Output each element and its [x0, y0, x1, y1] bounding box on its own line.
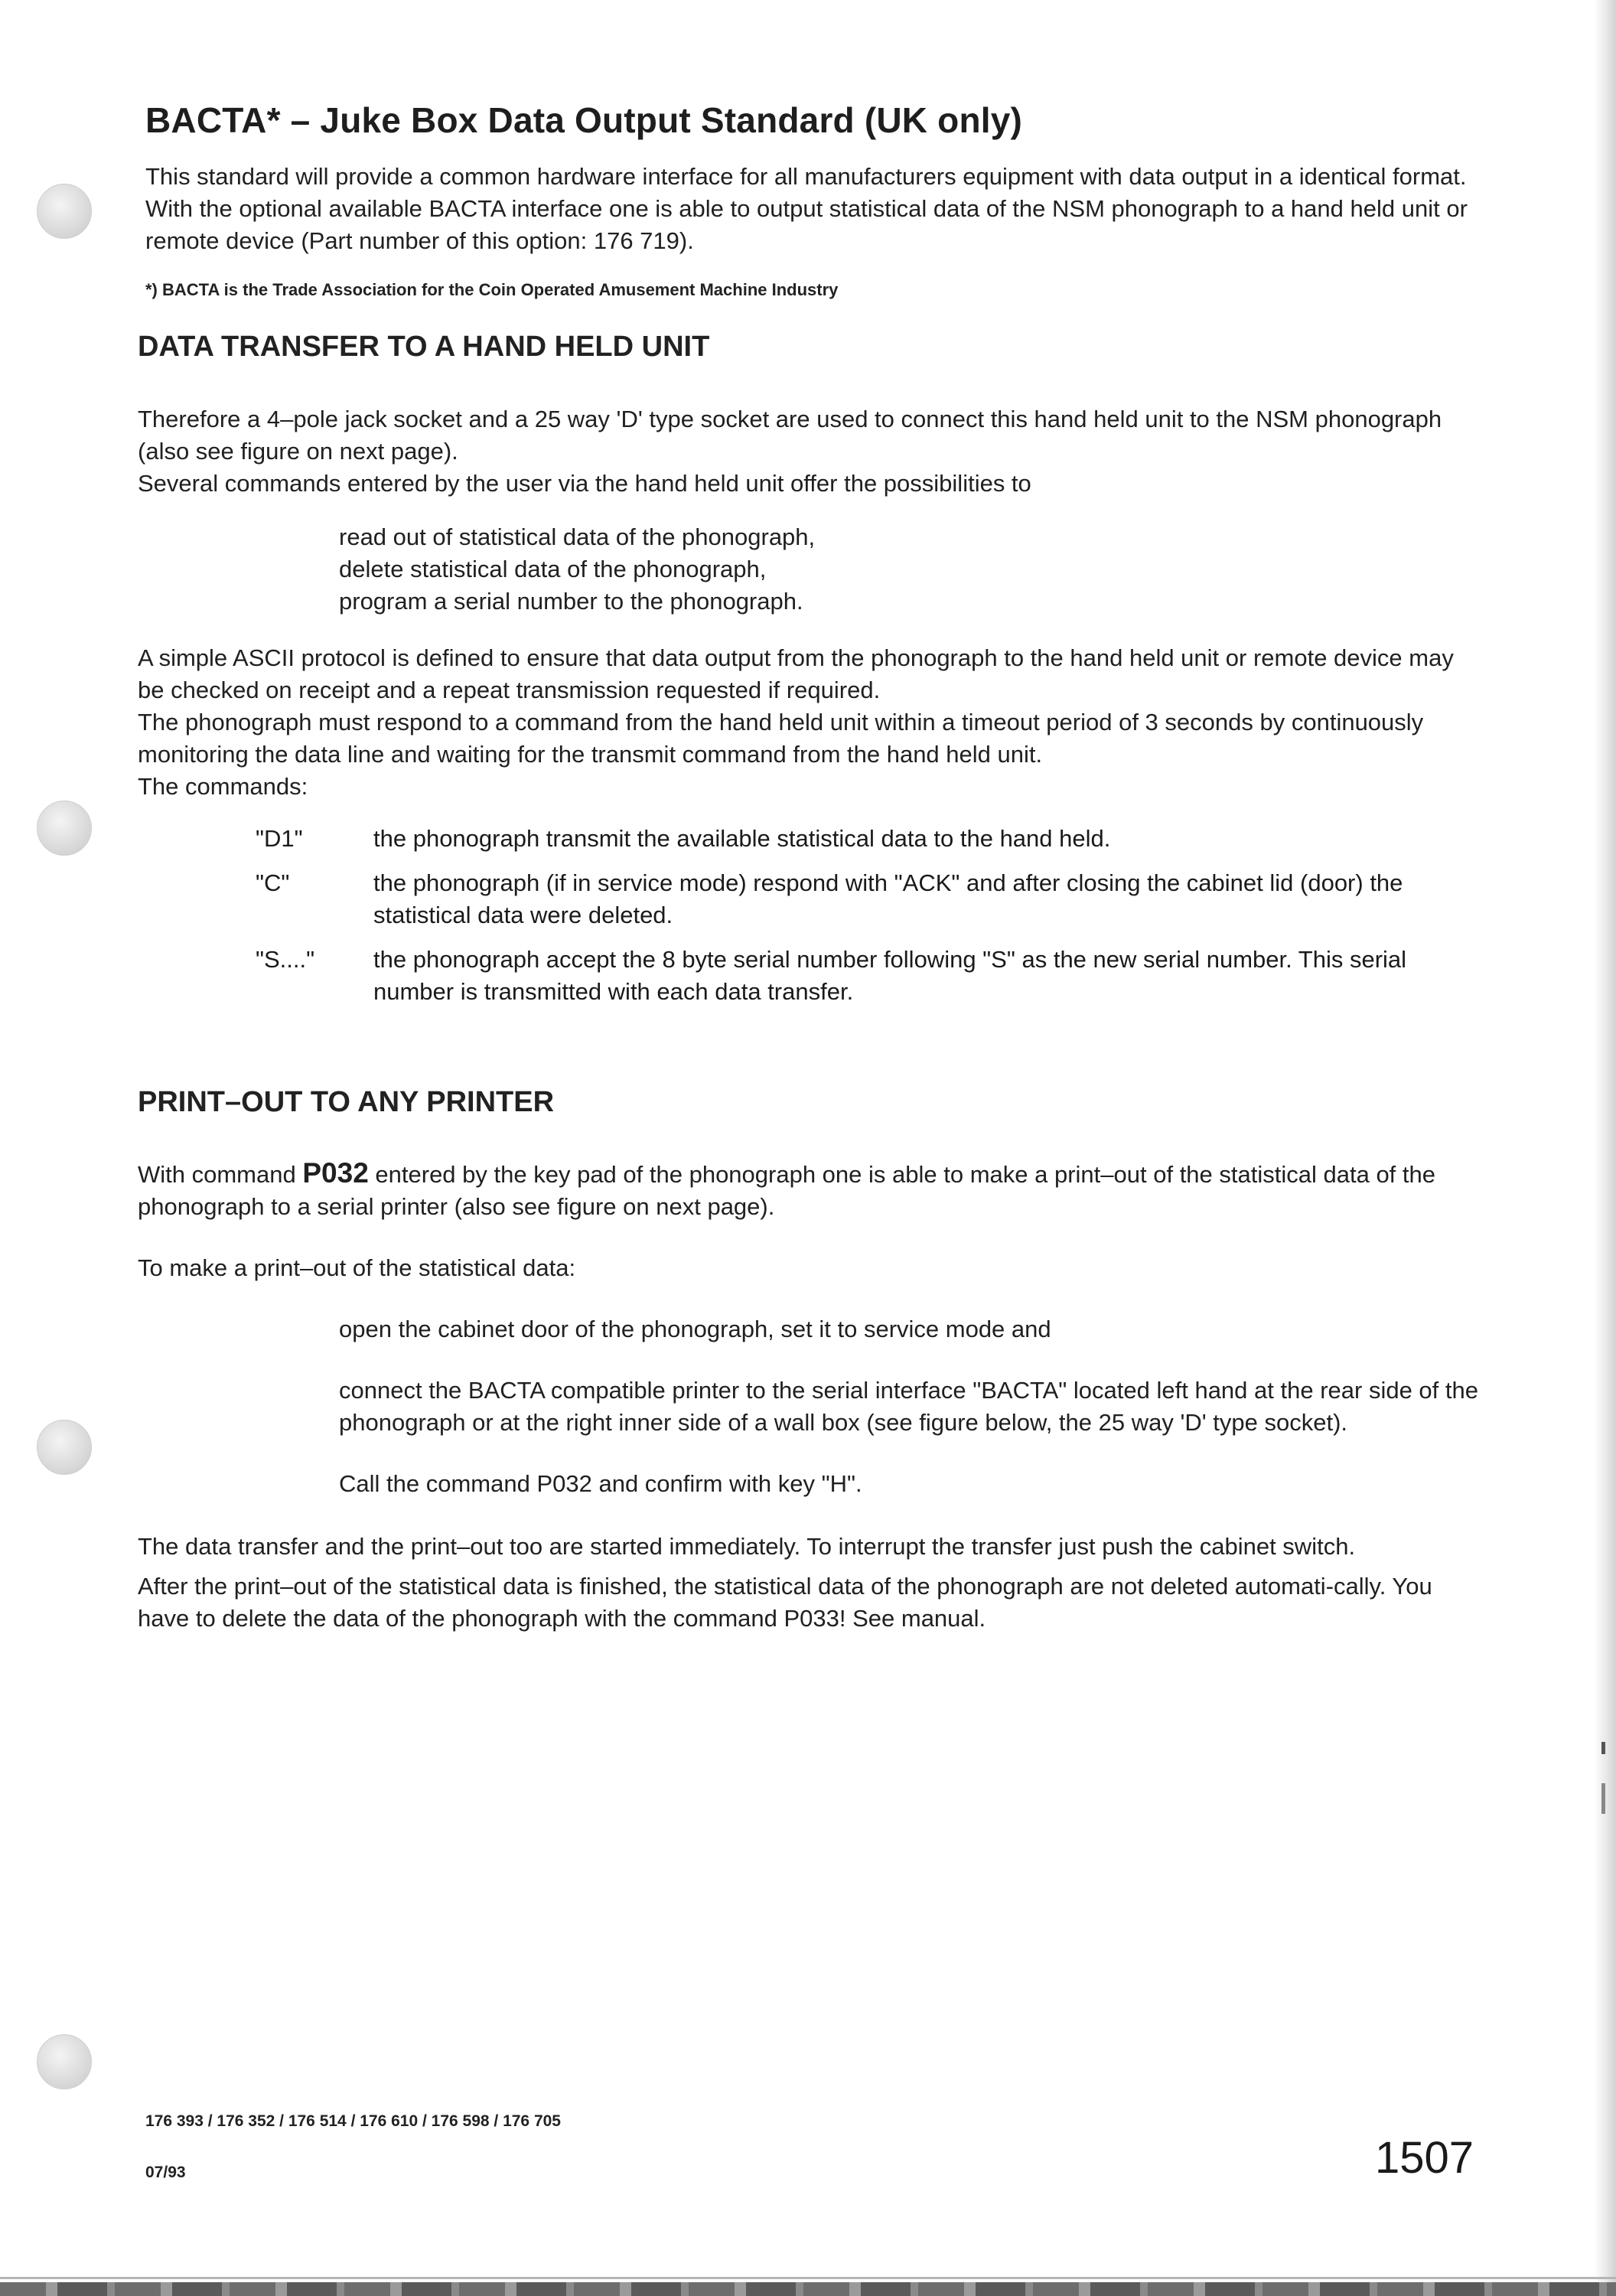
command-row — [138, 944, 1481, 1008]
body-paragraph: After the print–out of the statistical data is finished, the statistical data of the phonograph are not deleted automati-cally. You have to delete the data of the phonograph with the command P033! See manual. — [138, 1573, 1432, 1632]
step-item: Call the command P032 and confirm with key "H". — [339, 1470, 862, 1497]
possibility-item: read out of statistical data of the phonograph, — [339, 523, 816, 550]
body-paragraph: Therefore a 4–pole jack socket and a 25 way 'D' type socket are used to connect this hand held unit to the NSM phonograph (also see figure on next page). — [138, 406, 1442, 465]
possibilities-list — [138, 521, 1481, 618]
binder-hole — [37, 801, 92, 856]
body-paragraph: Several commands entered by the user via the hand held unit offer the possibilities to — [138, 470, 1031, 497]
binder-hole — [37, 2034, 92, 2089]
binder-hole — [37, 1420, 92, 1475]
page-title: BACTA* – Juke Box Data Output Standard (UK only) — [145, 100, 1023, 140]
scan-edge-shadow — [1595, 0, 1616, 2296]
body-paragraph: The data transfer and the print–out too are started immediately. To interrupt the transfer just push the cabinet switch. — [138, 1533, 1356, 1560]
intro-paragraph: This standard will provide a common hardware interface for all manufacturers equipment with data output in a identical format. — [145, 163, 1467, 190]
body-paragraph: The commands: — [138, 773, 308, 800]
command-key: "C" — [256, 869, 290, 896]
body-paragraph: To make a print–out of the statistical data: — [138, 1254, 576, 1281]
command-list — [138, 823, 1481, 1008]
section-heading-print-out: PRINT–OUT TO ANY PRINTER — [138, 1086, 555, 1118]
command-description: the phonograph accept the 8 byte serial number following "S" as the new serial number. This serial number is transmitted with each data transfer. — [373, 946, 1407, 1005]
command-description: the phonograph transmit the available statistical data to the hand held. — [373, 825, 1111, 852]
footer-part-numbers: 176 393 / 176 352 / 176 514 / 176 610 / 176 598 / 176 705 — [145, 2112, 561, 2130]
scan-bottom-line — [0, 2277, 1616, 2279]
command-code: P032 — [302, 1157, 369, 1189]
command-row — [138, 823, 1481, 855]
command-row — [138, 867, 1481, 931]
step-item: open the cabinet door of the phonograph, set it to service mode and — [339, 1316, 1051, 1342]
scan-bottom-edge — [0, 2282, 1616, 2296]
command-key: "S...." — [256, 946, 315, 973]
command-key: "D1" — [256, 825, 303, 852]
page-content — [138, 99, 1481, 1635]
page-number: 1507 — [1375, 2133, 1474, 2183]
possibility-item: delete statistical data of the phonograph, — [339, 556, 767, 582]
binder-hole — [37, 184, 92, 239]
intro-paragraph: With the optional available BACTA interface one is able to output statistical data of the NSM phonograph to a hand held unit or remote device (Part number of this option: 176 719). — [145, 195, 1468, 254]
command-description: the phonograph (if in service mode) respond with "ACK" and after closing the cabinet lid (door) the statistical data were deleted. — [373, 869, 1403, 928]
step-item: connect the BACTA compatible printer to the serial interface "BACTA" located left hand at the rear side of the phonograph or at the right inner side of a wall box (see figure below, the 25 way 'D' type socket). — [339, 1377, 1478, 1436]
footer-date: 07/93 — [145, 2164, 186, 2181]
text-fragment: entered by the key pad of the phonograph one is able to make a print–out of the statistical data of the phonograph to a serial printer (also see figure on next page). — [138, 1161, 1436, 1220]
section-heading-data-transfer: DATA TRANSFER TO A HAND HELD UNIT — [138, 331, 710, 363]
body-paragraph: A simple ASCII protocol is defined to ensure that data output from the phonograph to the hand held unit or remote device may be checked on receipt and a repeat transmission requested if required. — [138, 644, 1454, 703]
scan-edge-mark — [1601, 1783, 1605, 1814]
footnote: *) BACTA is the Trade Association for the Coin Operated Amusement Machine Industry — [145, 280, 839, 299]
body-paragraph: The phonograph must respond to a command from the hand held unit within a timeout period of 3 seconds by continuously monitoring the data line and waiting for the transmit command from the hand held unit. — [138, 709, 1424, 768]
body-paragraph — [138, 1157, 1481, 1223]
possibility-item: program a serial number to the phonograph. — [339, 588, 803, 615]
text-fragment: With command — [138, 1161, 296, 1188]
scan-edge-mark — [1601, 1742, 1605, 1754]
